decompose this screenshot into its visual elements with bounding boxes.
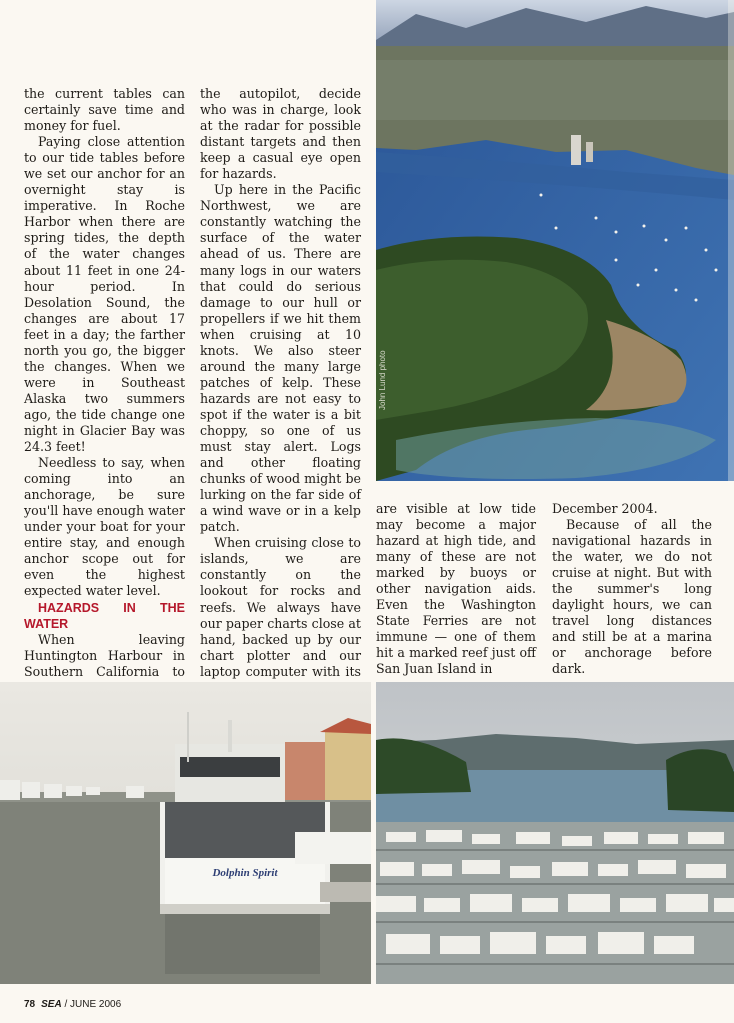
paragraph: are visible at low tide may become a major hazard at high tide, and many of these are not marked by buoys or other navigation aids. Even the Washington State Ferries are not immune — one of them hit a marked reef just off San Juan Island in — [376, 501, 536, 677]
article-column-1 — [24, 86, 185, 712]
article-column-3 — [376, 501, 536, 678]
paragraph: When leaving Huntington Harbour in Southern California to — [24, 631, 185, 679]
paragraph: the current tables can certainly save time and money for fuel. — [24, 86, 185, 134]
paragraph: Because of all the navigational hazards in the water, we do not cruise at night. But with the summer's long daylight hours, we can travel long distances and still be at a marina or anchorage before dark. — [552, 517, 712, 677]
issue-date: / JUNE 2006 — [64, 999, 122, 1010]
boat-name-text: Dolphin Spirit — [212, 867, 278, 879]
paragraph: When cruising close to islands, we are constantly on the lookout for rocks and reefs. We always have our paper charts close at hand, backed up by our chart plotter and our laptop computer with its — [200, 535, 361, 679]
paragraph: Needless to say, when coming into an anchorage, be sure you'll have enough water under your boat for your entire stay, and enough anchor scope out for even the highest expected water level. — [24, 455, 185, 599]
page-number: 78 — [24, 999, 36, 1010]
article-column-2 — [200, 86, 361, 712]
magazine-name: SEA — [41, 999, 62, 1010]
article-column-4 — [552, 501, 712, 678]
paragraph: the autopilot, decide who was in charge, look at the radar for possible distant targets and then keep a casual eye open for hazards. — [200, 86, 361, 182]
section-heading: HAZARDS IN THE WATER — [24, 600, 185, 631]
marina-yacht-photo — [0, 682, 371, 984]
paragraph: Paying close attention to our tide tables before we set our anchor for an overnight stay is imperative. In Roche Harbor when there are spring tides, the depth of the water changes about 11 feet in one 24-hour period. In Desolation Sound, the changes are about 17 feet in a day; the farther north you go, the bigger the changes. When we were in Southeast Alaska two summers ago, the tide change one night in Glacier Bay was 24.3 feet! — [24, 134, 185, 455]
photo-credit: John Lund photo — [378, 350, 387, 410]
page-footer — [24, 999, 121, 1010]
paragraph: December 2004. — [552, 501, 658, 516]
marina-panorama-photo — [376, 682, 734, 984]
aerial-harbor-photo — [376, 0, 734, 481]
paragraph: Up here in the Pacific Northwest, we are constantly watching the surface of the water ahead of us. There are many logs in our waters that could do serious damage to our hull or propellers if we hit them when cruising at 10 knots. We also steer around the many large patches of kelp. These hazards are not easy to spot if the water is a bit choppy, so one of us must stay alert. Logs and other floating chunks of wood might be lurking on the far side of a wind wave or in a kelp patch. — [200, 182, 361, 535]
